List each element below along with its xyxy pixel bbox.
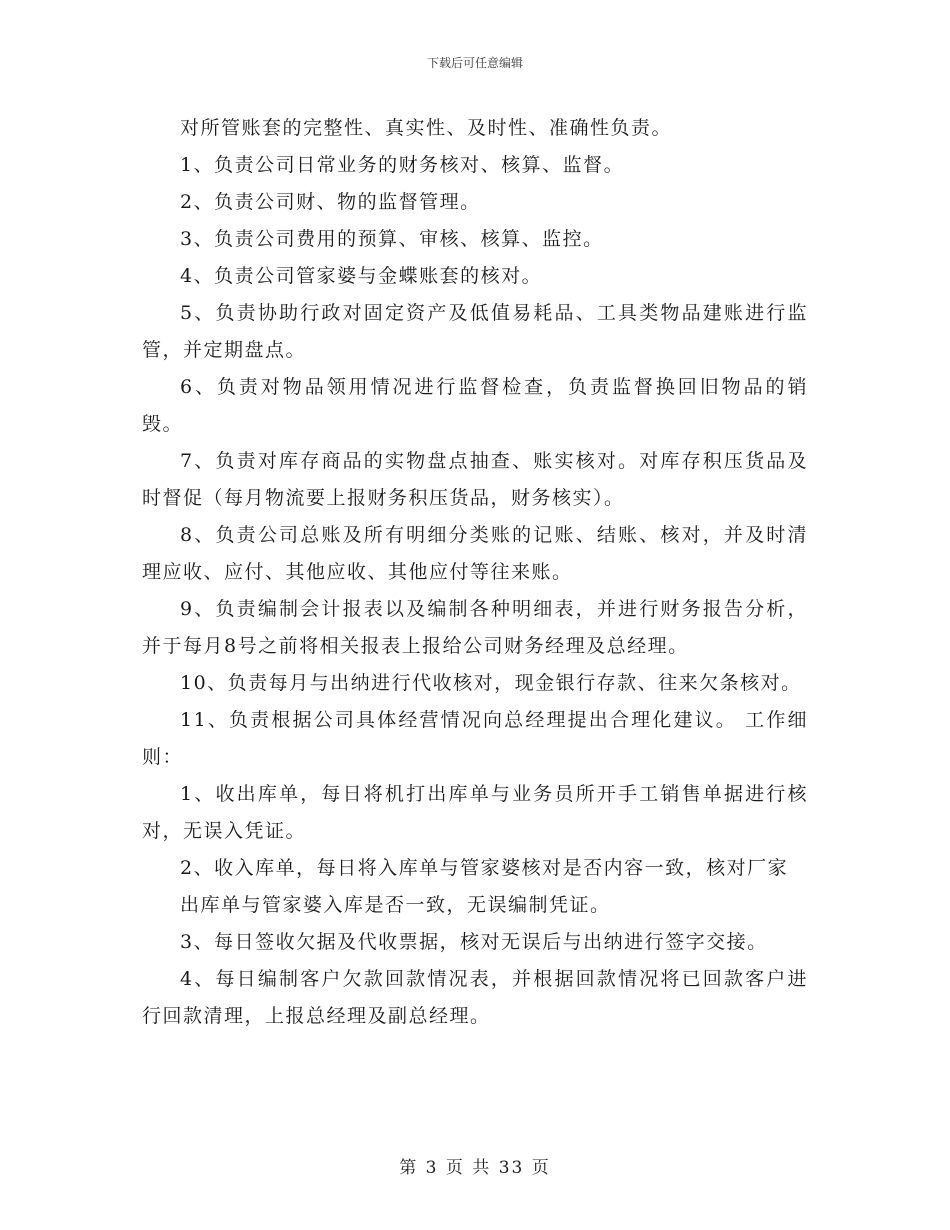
- paragraph-duty-7: 7、负责对库存商品的实物盘点抽查、账实核对。对库存积压货品及时督促（每月物流要上报财务积压货品，财务核实）。: [142, 450, 808, 509]
- paragraph-duty-9: 9、负责编制会计报表以及编制各种明细表，并进行财务报告分析，并于每月8号之前将相关报表上报给公司财务经理及总经理。: [142, 598, 808, 657]
- paragraph-rule-3: 3、每日签收欠据及代收票据，核对无误后与出纳进行签字交接。: [180, 931, 768, 953]
- paragraph-rule-4: 4、每日编制客户欠款回款情况表，并根据回款情况将已回款客户进行回款清理，上报总经理及副总经理。: [142, 968, 808, 1027]
- paragraph-duty-4: 4、负责公司管家婆与金蝶账套的核对。: [180, 265, 543, 287]
- paragraph-duty-2: 2、负责公司财、物的监督管理。: [180, 191, 481, 213]
- footer-prefix: 第: [399, 1158, 419, 1178]
- page-header: 下载后可任意编辑: [426, 56, 523, 70]
- footer-current-page: 3: [425, 1158, 439, 1178]
- paragraph-duty-1: 1、负责公司日常业务的财务核对、核算、监督。: [180, 154, 625, 176]
- page-footer: [0, 1153, 950, 1178]
- paragraph-rule-2-cont: 出库单与管家婆入库是否一致，无误编制凭证。: [180, 894, 611, 916]
- paragraph-duty-8: 8、负责公司总账及所有明细分类账的记账、结账、核对，并及时清理应收、应付、其他应收、其他应付等往来账。: [142, 524, 808, 583]
- footer-total-pages: 33: [498, 1158, 525, 1178]
- document-body: [142, 110, 808, 1035]
- paragraph-duty-11: 11、负责根据公司具体经营情况向总经理提出合理化建议。 工作细则：: [142, 709, 808, 768]
- footer-suffix: 页: [531, 1158, 551, 1178]
- paragraph-duty-5: 5、负责协助行政对固定资产及低值易耗品、工具类物品建账进行监管，并定期盘点。: [142, 302, 808, 361]
- paragraph-duty-6: 6、负责对物品领用情况进行监督检查，负责监督换回旧物品的销毁。: [142, 376, 808, 435]
- paragraph-duty-3: 3、负责公司费用的预算、审核、核算、监控。: [180, 228, 604, 250]
- paragraph-intro: 对所管账套的完整性、真实性、及时性、准确性负责。: [180, 117, 673, 139]
- footer-mid: 页 共: [445, 1158, 492, 1178]
- paragraph-rule-2: 2、收入库单，每日将入库单与管家婆核对是否内容一致，核对厂家: [180, 857, 789, 879]
- paragraph-duty-10: 10、负责每月与出纳进行代收核对，现金银行存款、往来欠条核对。: [180, 672, 802, 694]
- paragraph-rule-1: 1、收出库单，每日将机打出库单与业务员所开手工销售单据进行核对，无误入凭证。: [142, 783, 808, 842]
